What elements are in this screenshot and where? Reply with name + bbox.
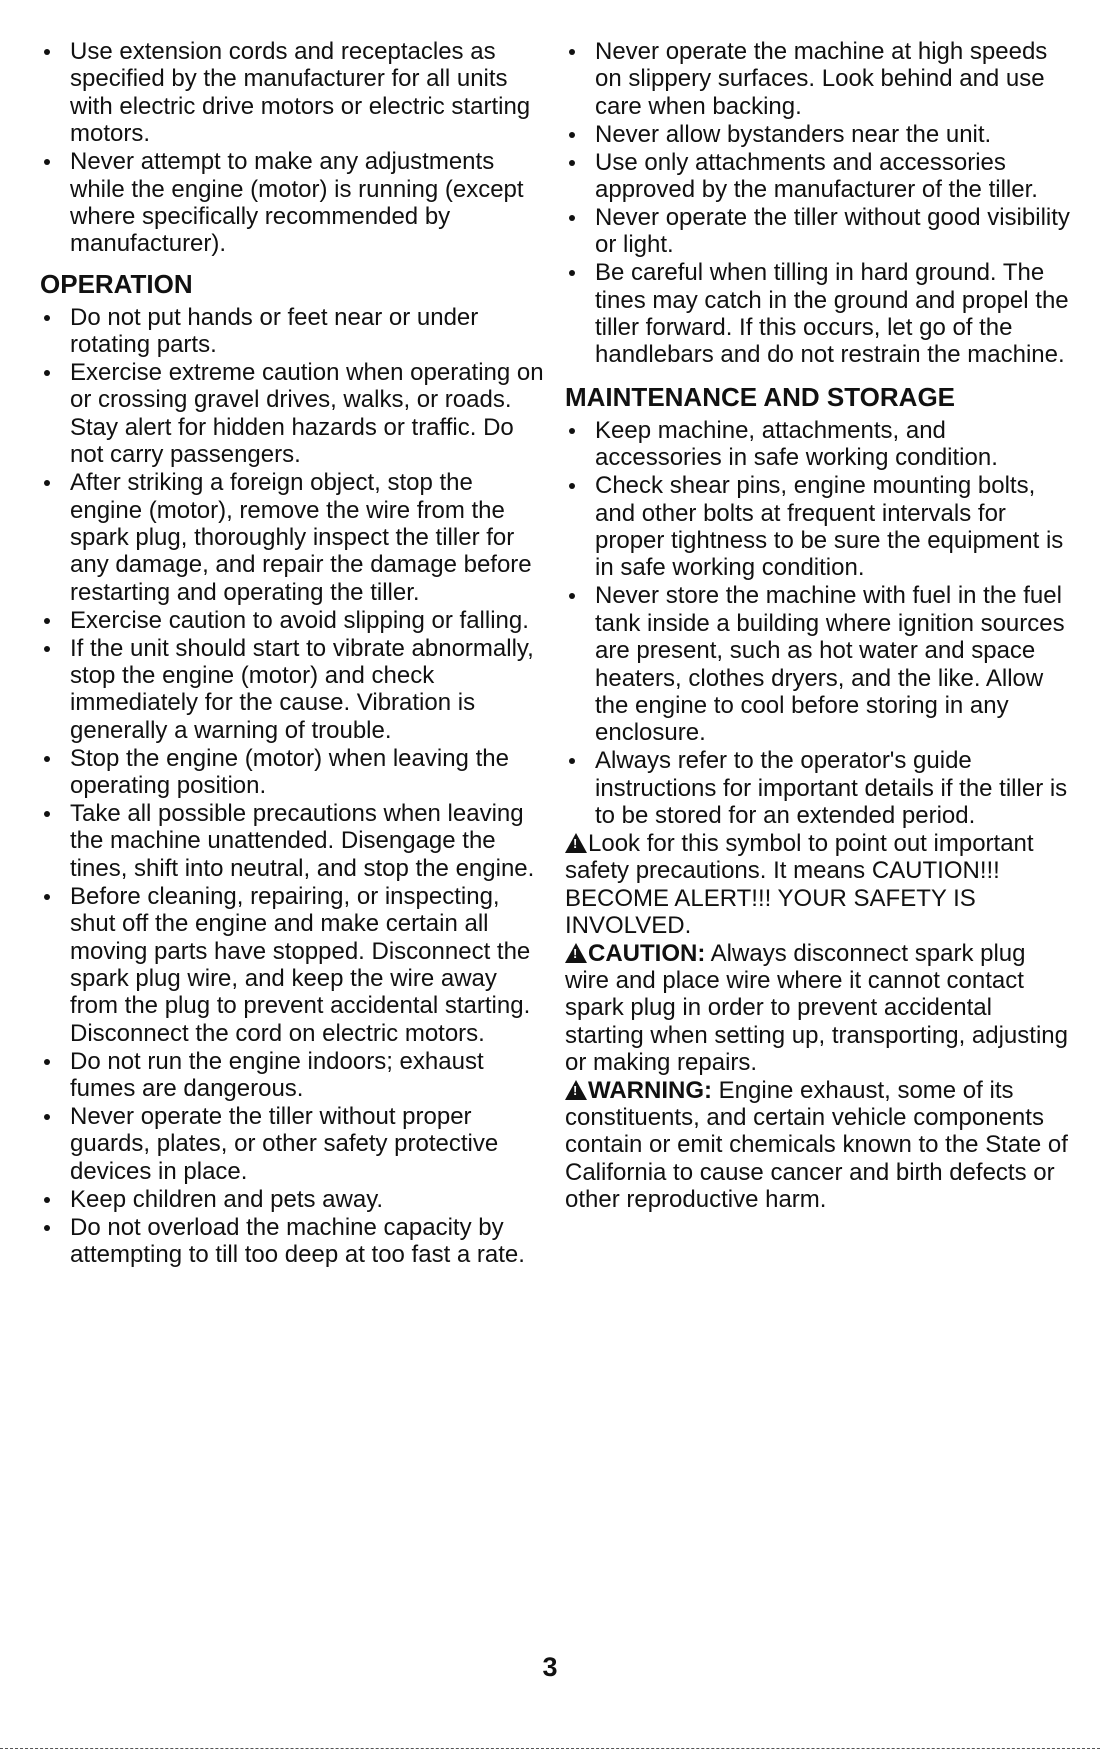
list-item: Be careful when tilling in hard ground. The tines may catch in the ground and propel the tiller forward. If this occurs, let go of the handlebars and do not restrain the machine. <box>565 259 1070 369</box>
list-item: Do not run the engine indoors; exhaust fumes are dangerous. <box>40 1048 545 1103</box>
list-item: Never operate the machine at high speeds on slippery surfaces. Look behind and use care when backing. <box>565 38 1070 120</box>
list-item: Do not put hands or feet near or under rotating parts. <box>40 304 545 359</box>
list-item: Never allow bystanders near the unit. <box>565 121 1070 148</box>
bottom-divider <box>0 1748 1100 1749</box>
operation-list <box>40 304 545 1269</box>
list-item: Exercise extreme caution when operating on or crossing gravel drives, walks, or roads. Stay alert for hidden hazards or traffic. Do not carry passengers. <box>40 359 545 469</box>
list-item: If the unit should start to vibrate abnormally, stop the engine (motor) and check immediately for the cause. Vibration is generally a warning of trouble. <box>40 635 545 745</box>
warning-text: Engine exhaust, some of its constituents, and certain vehicle components contain or emit chemicals known to the State of California to cause cancer and birth defects or other reproductive harm. <box>565 1076 1068 1214</box>
list-item: Keep children and pets away. <box>40 1186 545 1213</box>
list-item: Keep machine, attachments, and accessories in safe working condition. <box>565 417 1070 472</box>
list-item: Take all possible precautions when leaving the machine unattended. Disengage the tines, shift into neutral, and stop the engine. <box>40 800 545 882</box>
symbol-note-text: Look for this symbol to point out important safety precautions. It means CAUTION!!! BECOME ALERT!!! YOUR SAFETY IS INVOLVED. <box>565 829 1034 940</box>
left-column <box>40 38 545 1269</box>
warning-note <box>565 1077 1070 1214</box>
warning-triangle-icon <box>565 943 587 963</box>
list-item: Check shear pins, engine mounting bolts, and other bolts at frequent intervals for proper tightness to be sure the equipment is in safe working condition. <box>565 472 1070 582</box>
maintenance-list <box>565 417 1070 830</box>
list-item: Exercise caution to avoid slipping or falling. <box>40 607 545 634</box>
warning-triangle-icon <box>565 833 587 853</box>
caution-note <box>565 940 1070 1077</box>
caution-text: Always disconnect spark plug wire and place wire where it cannot contact spark plug in order to prevent accidental starting when setting up, transporting, adjusting or making repairs. <box>565 939 1068 1077</box>
list-item: Never store the machine with fuel in the fuel tank inside a building where ignition sources are present, such as hot water and space heaters, clothes dryers, and the like. Allow the engine to cool before storing in any enclosure. <box>565 582 1070 746</box>
list-item: Before cleaning, repairing, or inspecting, shut off the engine and make certain all moving parts have stopped. Disconnect the spark plug wire, and keep the wire away from the plug to prevent accidental starting. Disconnect the cord on electric motors. <box>40 883 545 1047</box>
warning-label: WARNING: <box>588 1076 712 1104</box>
intro-list-right <box>565 38 1070 369</box>
warning-triangle-icon <box>565 1080 587 1100</box>
list-item: Never operate the tiller without good visibility or light. <box>565 204 1070 259</box>
list-item: Always refer to the operator's guide instructions for important details if the tiller is to be stored for an extended period. <box>565 747 1070 829</box>
list-item: Stop the engine (motor) when leaving the operating position. <box>40 745 545 800</box>
symbol-note <box>565 830 1070 940</box>
list-item: Never operate the tiller without proper guards, plates, or other safety protective devices in place. <box>40 1103 545 1185</box>
list-item: Never attempt to make any adjustments while the engine (motor) is running (except where specifically recommended by manufacturer). <box>40 148 545 258</box>
caution-label: CAUTION: <box>588 939 706 967</box>
list-item: Use only attachments and accessories approved by the manufacturer of the tiller. <box>565 149 1070 204</box>
operation-heading: OPERATION <box>40 268 193 299</box>
list-item: Use extension cords and receptacles as specified by the manufacturer for all units with electric drive motors or electric starting motors. <box>40 38 545 148</box>
page-number: 3 <box>542 1652 558 1682</box>
list-item: After striking a foreign object, stop the engine (motor), remove the wire from the spark plug, thoroughly inspect the tiller for any damage, and repair the damage before restarting and operating the tiller. <box>40 469 545 606</box>
maintenance-heading: MAINTENANCE AND STORAGE <box>565 381 956 412</box>
intro-list-left <box>40 38 545 258</box>
right-column <box>565 38 1070 1214</box>
list-item: Do not overload the machine capacity by attempting to till too deep at too fast a rate. <box>40 1214 545 1269</box>
